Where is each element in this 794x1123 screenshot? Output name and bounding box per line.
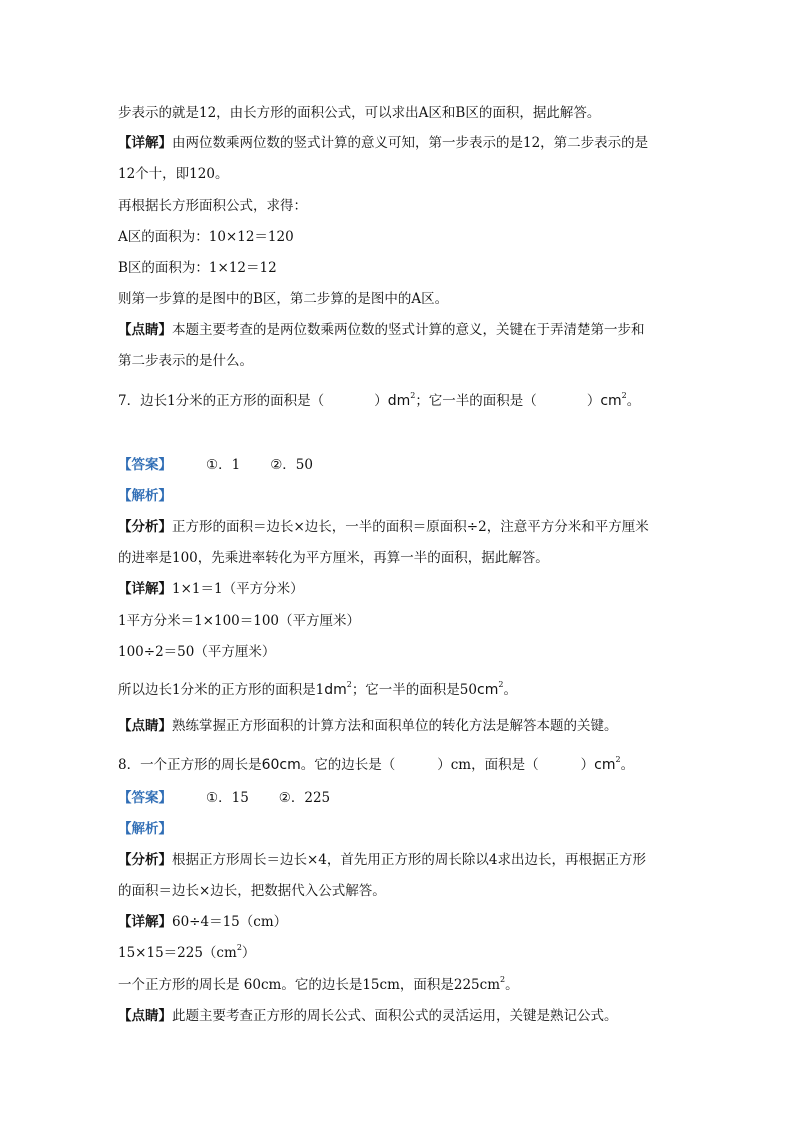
q8-summary: 一个正方形的周长是 60cm。它的边长是15cm，面积是$225cm^2$。 <box>118 975 519 993</box>
prev-detail: 【详解】由两位数乘两位数的竖式计算的意义可知，第一步表示的是12，第二步表示的是 <box>118 135 649 151</box>
q8-fenxi: 【分析】根据正方形周长＝边长×4，首先用正方形的周长除以4求出边长，再根据正方形 <box>118 852 646 868</box>
q7-comment: 【点睛】熟练掌握正方形面积的计算方法和面积单位的转化方法是解答本题的关键。 <box>118 718 618 734</box>
prev-conclusion: 则第一步算的是图中的B区，第二步算的是图中的A区。 <box>118 291 449 307</box>
prev-line-1: 步表示的就是12，由长方形的面积公式，可以求出A区和B区的面积，据此解答。 <box>118 105 601 121</box>
q7-analysis-tag: 【解析】 <box>118 488 172 504</box>
q7-answer: 【答案】 ①．1 ②．50 <box>118 457 313 473</box>
q8-analysis-tag: 【解析】 <box>118 821 172 837</box>
q7-detail-1: 【详解】1×1＝1（平方分米） <box>118 581 304 597</box>
comment-tag: 【点睛】 <box>118 322 172 338</box>
q8-detail-1: 【详解】60÷4＝15（cm） <box>118 914 288 930</box>
prev-comment: 【点睛】本题主要考查的是两位数乘两位数的竖式计算的意义，关键在于弄清楚第一步和 <box>118 322 645 338</box>
prev-comment-cont: 第二步表示的是什么。 <box>118 353 253 369</box>
q8-fenxi-cont: 的面积＝边长×边长，把数据代入公式解答。 <box>118 883 386 899</box>
q7-fenxi-cont: 的进率是100，先乘进率转化为平方厘米，再算一半的面积，据此解答。 <box>118 550 549 566</box>
detail-tag: 【详解】 <box>118 135 172 151</box>
q7-summary: 所以边长1分米的正方形的面积是$1dm^2$；它一半的面积是$50cm^2$。 <box>118 680 517 698</box>
q7-fenxi: 【分析】正方形的面积＝边长×边长，一半的面积＝原面积÷2，注意平方分米和平方厘米 <box>118 519 649 535</box>
q7-question: 7．边长1分米的正方形的面积是（ ）$dm^2$；它一半的面积是（ ）$cm^2$。 <box>118 391 641 409</box>
prev-area-a: A区的面积为：10×12＝120 <box>118 229 294 245</box>
q8-question: 8．一个正方形的周长是60cm。它的边长是（ ）cm，面积是（ ）$cm^2$。 <box>118 755 635 773</box>
answer-tag: 【答案】 <box>118 457 172 473</box>
q8-detail-2: $15\times 15=225(cm^2)$ <box>118 943 256 961</box>
prev-formula-intro: 再根据长方形面积公式，求得： <box>118 198 307 214</box>
prev-area-b: B区的面积为：1×12＝12 <box>118 260 277 276</box>
q8-comment: 【点睛】此题主要考查正方形的周长公式、面积公式的灵活运用，关键是熟记公式。 <box>118 1008 618 1024</box>
q7-detail-3: 100÷2＝50（平方厘米） <box>118 644 276 660</box>
prev-detail-cont: 12个十，即120。 <box>118 166 229 182</box>
q8-answer: 【答案】 ①．15 ②．225 <box>118 790 331 806</box>
q7-detail-2: 1平方分米＝1×100＝100（平方厘米） <box>118 613 361 629</box>
